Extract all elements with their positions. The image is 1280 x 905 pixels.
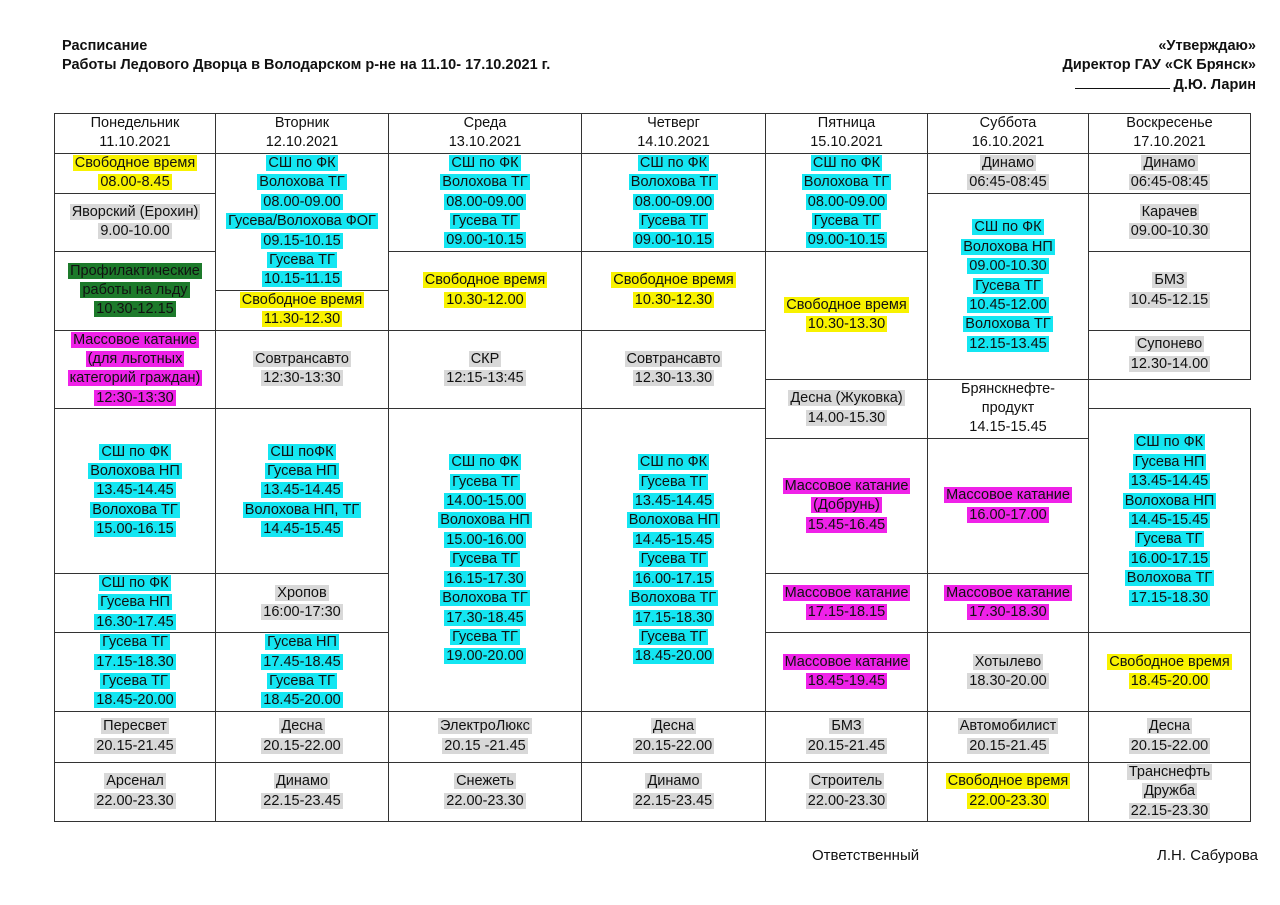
entry-line: БМЗ [831, 718, 862, 735]
entry-line: 22.00-23.30 [96, 792, 174, 809]
schedule-entry [766, 633, 928, 712]
entry-line: 09.00-10.15 [634, 232, 713, 249]
schedule-entry [216, 711, 389, 762]
entry-line: 20.15-21.45 [807, 737, 886, 754]
entry-line: 10.30-13.30 [807, 316, 886, 333]
entry-line: Волохова ТГ [92, 501, 178, 518]
entry-line: Волохова ТГ [630, 590, 717, 607]
entry-line: 22.00-23.30 [969, 792, 1047, 809]
schedule-entry [1089, 153, 1251, 193]
entry-line: Гусева ТГ [452, 628, 518, 645]
entry-line: Гусева ТГ [102, 634, 168, 651]
entry-line: Гусева ТГ [269, 251, 335, 268]
entry-line: Гусева ТГ [1136, 531, 1203, 548]
schedule-entry [582, 251, 766, 330]
schedule-entry [389, 330, 582, 409]
entry-line: Гусева ТГ [269, 672, 335, 689]
entry-line: Гусева НП [100, 594, 170, 611]
entry-line: Свободное время [613, 272, 734, 289]
entry-line: Карачев [1141, 203, 1198, 220]
entry-line: СШ по ФК [101, 443, 169, 460]
entry-line: Гусева ТГ [640, 551, 707, 568]
schedule-entry [928, 379, 1089, 438]
entry-line: 08.00-09.00 [446, 193, 524, 210]
schedule-entry [55, 762, 216, 821]
entry-line: 15.00-16.15 [96, 521, 174, 538]
day-header: Воскресенье 17.10.2021 [1089, 114, 1251, 154]
entry-line: 17.30-18.45 [446, 609, 524, 626]
schedule-entry [766, 251, 928, 379]
schedule-entry [55, 409, 216, 574]
entry-line: 14.15-15.45 [969, 419, 1047, 436]
schedule-entry [389, 409, 582, 711]
entry-line: Автомобилист [959, 718, 1057, 735]
schedule-entry [55, 193, 216, 251]
entry-line: 15.00-16.00 [446, 531, 524, 548]
entry-line: 20.15-21.45 [96, 737, 174, 754]
header-row [55, 114, 1251, 154]
entry-line: 18.45-20.00 [96, 692, 174, 709]
entry-line: Свободное время [241, 291, 363, 308]
entry-line: 17.15-18.30 [96, 653, 174, 670]
entry-line: Динамо [1143, 154, 1196, 171]
entry-line: 12:30-13:30 [96, 389, 174, 406]
entry-line: 09.00-10.30 [969, 258, 1047, 275]
entry-line: 9.00-10.00 [100, 223, 170, 240]
schedule-entry [928, 573, 1089, 632]
approval-block [1063, 37, 1256, 95]
schedule-row [55, 762, 1251, 821]
entry-line: 13.45-14.45 [96, 482, 174, 499]
entry-line: 16.00-17.00 [969, 506, 1047, 523]
approval-line-1: «Утверждаю» [1158, 38, 1256, 54]
entry-line: 10.15-11.15 [263, 271, 341, 288]
schedule-entry [582, 409, 766, 711]
entry-line: Снежеть [456, 773, 514, 790]
responsible-name: Л.Н. Сабурова [1157, 847, 1258, 864]
entry-line: 17.15-18.30 [1130, 589, 1209, 606]
entry-line: работы на льду [82, 282, 188, 299]
entry-line: Гусева ТГ [813, 213, 880, 230]
day-header: Пятница 15.10.2021 [766, 114, 928, 154]
entry-line: 09.00-10.30 [1130, 223, 1209, 240]
entry-line: Динамо [275, 773, 329, 790]
schedule-entry [389, 251, 582, 330]
entry-line: 20.15-21.45 [969, 737, 1047, 754]
entry-line: СШ по ФК [268, 154, 336, 171]
entry-line: 22.15-23.30 [1130, 802, 1209, 819]
entry-line: Арсенал [106, 773, 164, 790]
entry-line: Яворский (Ерохин) [71, 203, 199, 220]
schedule-entry [216, 633, 389, 712]
entry-line: 06:45-08:45 [1130, 174, 1209, 191]
entry-line: Свободное время [1109, 653, 1230, 670]
entry-line: 16:00-17:30 [263, 603, 341, 620]
title-line-2: Работы Ледового Дворца в Володарском р-не на 11.10- 17.10.2021 г. [62, 57, 551, 73]
entry-line: Гусева ТГ [640, 628, 707, 645]
entry-line: Свободное время [786, 296, 907, 313]
entry-line: 15.45-16.45 [807, 516, 886, 533]
schedule-entry [389, 762, 582, 821]
entry-line: 20.15-22.00 [1130, 737, 1209, 754]
entry-line: Массовое катание [73, 331, 197, 348]
schedule-entry [766, 762, 928, 821]
entry-line: СШ по ФК [451, 154, 519, 171]
schedule-entry [582, 330, 766, 409]
entry-line: Свободное время [74, 154, 196, 171]
entry-line: 08.00-09.00 [634, 193, 713, 210]
approval-line-2: Директор ГАУ «СК Брянск» [1062, 57, 1256, 73]
schedule-entry [766, 711, 928, 762]
entry-line: 12.15-13.45 [969, 335, 1047, 352]
entry-line: 14.00-15.00 [446, 493, 524, 510]
entry-line: Волохова НП [1124, 492, 1215, 509]
entry-line: Совтрансавто [626, 351, 721, 368]
entry-line: Волохова НП [90, 462, 180, 479]
schedule-entry [389, 711, 582, 762]
entry-line: 12.30-13.30 [634, 370, 713, 387]
entry-line: Десна [652, 718, 695, 735]
entry-line: (Добрунь) [813, 497, 880, 514]
entry-line: Супонево [1136, 336, 1203, 353]
entry-line: Дружба [1143, 783, 1196, 800]
entry-line: Совтрансавто [255, 351, 349, 368]
entry-line: Волохова НП [440, 512, 530, 529]
entry-line: 13.45-14.45 [1130, 473, 1209, 490]
entry-line: Свободное время [424, 272, 546, 289]
entry-line: 18.45-20.00 [263, 692, 341, 709]
entry-line: 10.45-12.15 [1130, 291, 1209, 308]
entry-line: Десна [1148, 718, 1191, 735]
schedule-entry [582, 762, 766, 821]
entry-line: 10.30-12.00 [446, 291, 524, 308]
document-title [62, 37, 550, 75]
signature-line [1075, 75, 1170, 89]
entry-line: Волохова ТГ [442, 590, 528, 607]
entry-line: Хотылево [974, 653, 1042, 670]
entry-line: (для льготных [87, 351, 183, 368]
entry-line: СШ по ФК [1135, 434, 1204, 451]
entry-line: Пересвет [103, 718, 167, 735]
entry-line: СШ по ФК [639, 454, 708, 471]
entry-line: 09.00-10.15 [807, 232, 886, 249]
entry-line: Гусева ТГ [452, 473, 518, 490]
schedule-entry [766, 379, 928, 438]
entry-line: Массовое катание [784, 653, 909, 670]
schedule-row [55, 711, 1251, 762]
schedule-entry [928, 633, 1089, 712]
entry-line: Свободное время [947, 773, 1069, 790]
entry-line: Волохова ТГ [442, 174, 528, 191]
entry-line: 09.15-10.15 [263, 232, 341, 249]
entry-line: 22.15-23.45 [634, 792, 713, 809]
entry-line: Волохова НП [963, 238, 1053, 255]
entry-line: 14.45-15.45 [1130, 511, 1209, 528]
schedule-entry [1089, 762, 1251, 821]
entry-line: Профилактические [70, 262, 200, 279]
entry-line: 09.00-10.15 [446, 232, 524, 249]
schedule-entry [55, 573, 216, 632]
entry-line: СШ по ФК [812, 154, 881, 171]
entry-line: 14.45-15.45 [263, 521, 341, 538]
schedule-entry [1089, 711, 1251, 762]
entry-line: 17.15-18.15 [807, 603, 886, 620]
entry-line: Динамо [647, 773, 700, 790]
entry-line: 16.00-17.15 [634, 570, 713, 587]
entry-line: 14.00-15.30 [807, 409, 886, 426]
schedule-entry [928, 438, 1089, 573]
entry-line: 18.45-19.45 [807, 672, 886, 689]
entry-line: 20.15-22.00 [634, 737, 713, 754]
entry-line: 18.30-20.00 [969, 672, 1047, 689]
entry-line: Гусева ТГ [102, 672, 168, 689]
schedule-entry [216, 290, 389, 330]
entry-line: БМЗ [1154, 272, 1185, 289]
entry-line: 13.45-14.45 [634, 493, 713, 510]
schedule-table [54, 113, 1251, 822]
schedule-entry [216, 762, 389, 821]
entry-line: 10.45-12.00 [969, 296, 1047, 313]
entry-line: Волохова ТГ [630, 174, 717, 191]
day-header: Вторник 12.10.2021 [216, 114, 389, 154]
entry-line: 06:45-08:45 [969, 174, 1047, 191]
schedule-entry [1089, 330, 1251, 379]
entry-line: Десна [281, 718, 323, 735]
entry-line: продукт [981, 400, 1035, 417]
schedule-entry [216, 573, 389, 632]
entry-line: 14.45-15.45 [634, 531, 713, 548]
entry-line: ЭлектроЛюкс [440, 718, 530, 735]
title-line-1: Расписание [62, 38, 148, 54]
entry-line: 12:30-13:30 [263, 370, 341, 387]
schedule-entry [55, 633, 216, 712]
entry-line: Гусева ТГ [975, 277, 1041, 294]
entry-line: 17.15-18.30 [634, 609, 713, 626]
entry-line: 20.15-22.00 [263, 737, 341, 754]
entry-line: Транснефть [1128, 763, 1211, 780]
schedule-entry [1089, 251, 1251, 330]
entry-line: Гусева ТГ [640, 213, 707, 230]
entry-line: Волохова ТГ [259, 174, 345, 191]
schedule-entry [766, 153, 928, 251]
entry-line: 16.00-17.15 [1130, 550, 1209, 567]
schedule-entry [1089, 193, 1251, 251]
entry-line: Волохова ТГ [803, 174, 890, 191]
entry-line: 12:15-13:45 [446, 370, 524, 387]
entry-line: 17.45-18.45 [263, 653, 341, 670]
entry-line: 18.45-20.00 [634, 648, 713, 665]
entry-line: СКР [470, 351, 500, 368]
day-header: Суббота 16.10.2021 [928, 114, 1089, 154]
entry-line: Волохова НП, ТГ [244, 501, 360, 518]
entry-line: 22.00-23.30 [446, 792, 524, 809]
entry-line: Массовое катание [946, 584, 1070, 601]
schedule-entry [55, 330, 216, 409]
entry-line: категорий граждан) [69, 370, 201, 387]
schedule-entry [582, 711, 766, 762]
entry-line: Массовое катание [784, 584, 909, 601]
entry-line: Массовое катание [946, 487, 1070, 504]
entry-line: Брянскнефте- [961, 380, 1055, 397]
entry-line: Волохова НП [628, 512, 719, 529]
schedule-entry [1089, 633, 1251, 712]
responsible-label: Ответственный [812, 847, 920, 864]
entry-line: СШ по ФК [639, 154, 708, 171]
entry-line: 19.00-20.00 [446, 648, 524, 665]
entry-line: СШ по ФК [451, 454, 519, 471]
schedule-entry [216, 409, 389, 574]
entry-line: 16.15-17.30 [446, 570, 524, 587]
schedule-entry [582, 153, 766, 251]
entry-line: СШ поФК [270, 443, 334, 460]
entry-line: СШ по ФК [974, 219, 1042, 236]
entry-line: СШ по ФК [101, 574, 169, 591]
entry-line: 10.30-12.30 [634, 291, 713, 308]
director-name: Д.Ю. Ларин [1173, 77, 1256, 93]
entry-line: Гусева НП [1134, 453, 1205, 470]
entry-line: 08.00-09.00 [807, 193, 886, 210]
entry-line: 08.00-8.45 [100, 174, 170, 191]
entry-line: Волохова ТГ [1126, 570, 1213, 587]
schedule-entry [55, 251, 216, 330]
day-header: Среда 13.10.2021 [389, 114, 582, 154]
schedule-entry [928, 153, 1089, 193]
entry-line: 20.15 -21.45 [444, 737, 526, 754]
schedule-entry [55, 711, 216, 762]
entry-line: Гусева НП [267, 634, 337, 651]
entry-line: Гусева ТГ [640, 473, 707, 490]
entry-line: Гусева ТГ [452, 213, 518, 230]
schedule-entry [1089, 409, 1251, 633]
entry-line: 08.00-09.00 [263, 193, 341, 210]
schedule-entry [766, 573, 928, 632]
schedule-entry [928, 711, 1089, 762]
entry-line: 22.15-23.45 [263, 792, 341, 809]
entry-line: 11.30-12.30 [263, 311, 341, 328]
approval-line-3 [1063, 75, 1256, 95]
entry-line: 22.00-23.30 [807, 792, 886, 809]
entry-line: Волохова ТГ [965, 316, 1051, 333]
schedule-entry [55, 153, 216, 193]
entry-line: Гусева ТГ [452, 551, 518, 568]
schedule-entry [389, 153, 582, 251]
entry-line: 16.30-17.45 [96, 613, 174, 630]
entry-line: Строитель [810, 773, 883, 790]
schedule-entry [928, 762, 1089, 821]
entry-line: Динамо [981, 154, 1035, 171]
schedule-entry [928, 193, 1089, 379]
schedule-entry [216, 153, 389, 290]
entry-line: 13.45-14.45 [263, 482, 341, 499]
schedule-entry [766, 438, 928, 573]
entry-line: 18.45-20.00 [1130, 672, 1209, 689]
day-header: Четверг 14.10.2021 [582, 114, 766, 154]
entry-line: Массовое катание [784, 477, 909, 494]
entry-line: Десна (Жуковка) [790, 390, 903, 407]
entry-line: 17.30-18.30 [969, 603, 1047, 620]
entry-line: 10.30-12.15 [96, 301, 174, 318]
entry-line: Гусева/Волохова ФОГ [228, 213, 376, 230]
schedule-entry [216, 330, 389, 409]
entry-line: 12.30-14.00 [1130, 355, 1209, 372]
entry-line: Гусева НП [267, 462, 337, 479]
day-header: Понедельник 11.10.2021 [55, 114, 216, 154]
schedule-row [55, 153, 1251, 193]
entry-line: Хропов [277, 584, 327, 601]
